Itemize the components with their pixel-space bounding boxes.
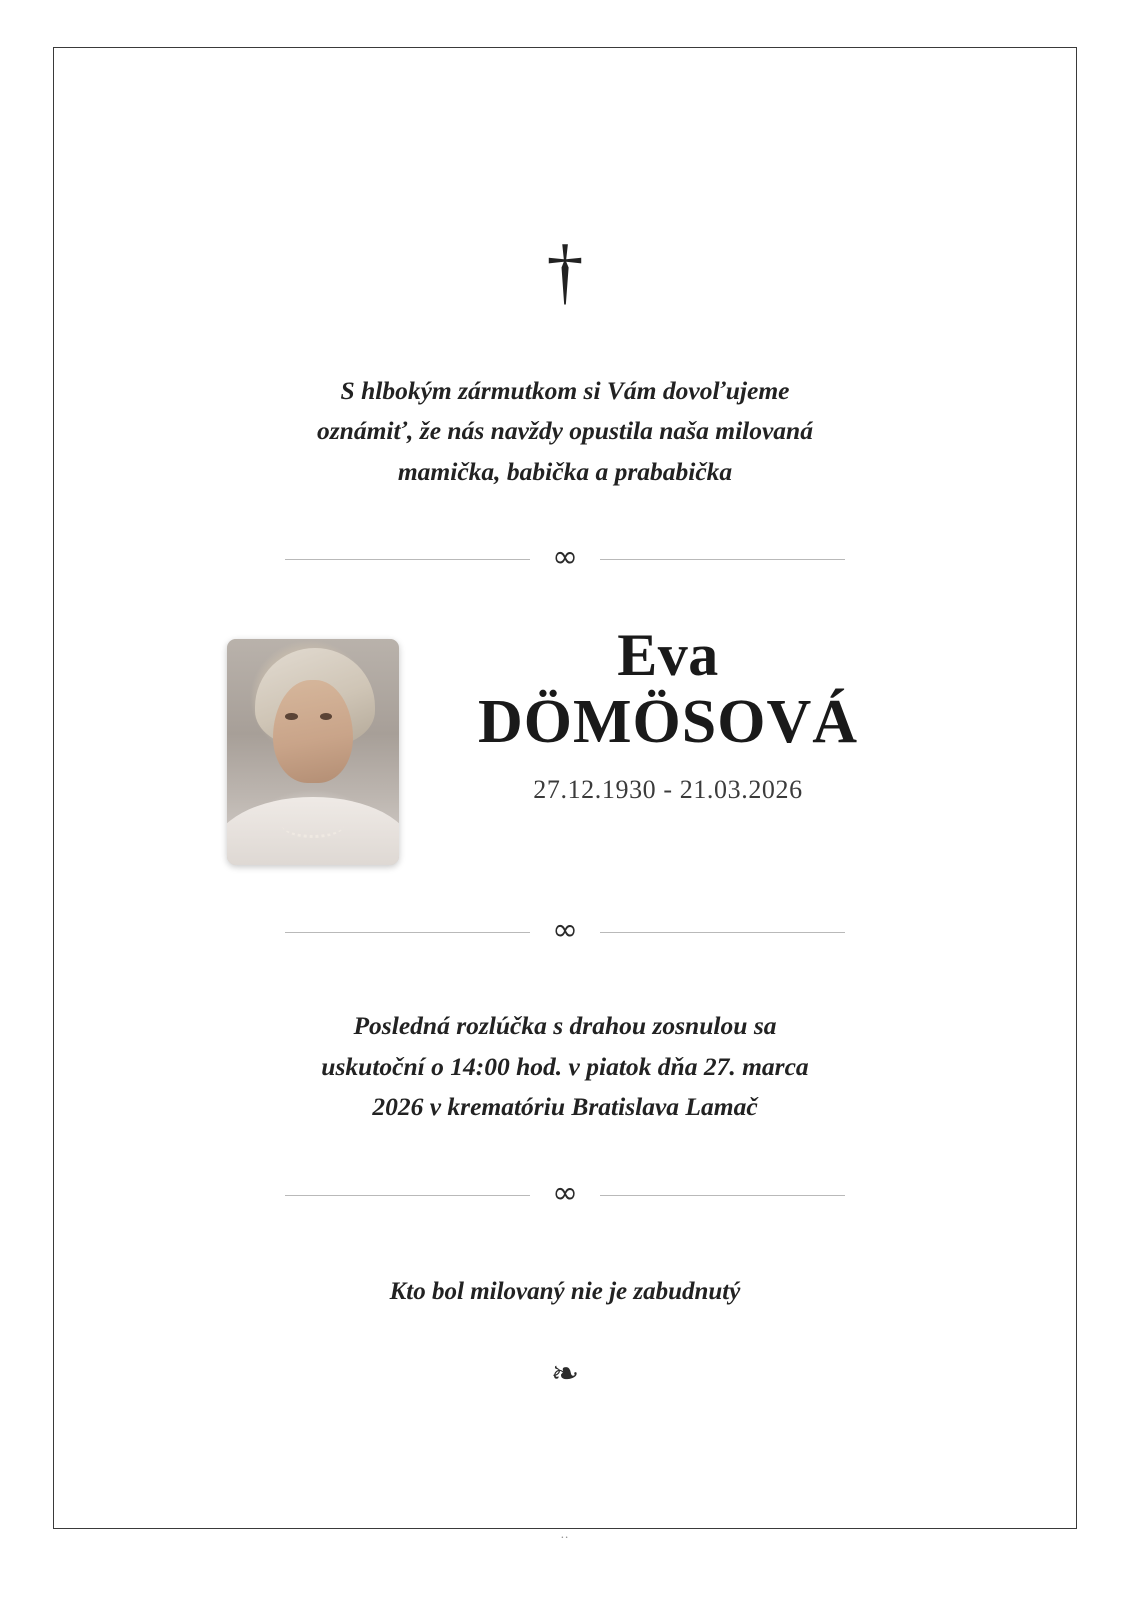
portrait-necklace <box>282 812 344 838</box>
portrait-photo <box>227 639 399 865</box>
ceremony-text <box>255 1006 875 1128</box>
divider-middle <box>285 911 845 948</box>
ceremony-line-1: Posledná rozlúčka s drahou zosnulou sa <box>353 1010 777 1040</box>
divider-rule-left <box>285 932 530 933</box>
divider-top <box>285 538 845 575</box>
infinity-icon: ∞ <box>552 911 578 948</box>
page-footer: .. <box>560 1526 570 1541</box>
ceremony-line-2: uskutoční o 14:00 hod. v piatok dňa 27. marca <box>321 1051 809 1081</box>
name-block <box>433 623 903 805</box>
intro-text <box>255 371 875 492</box>
divider-bottom <box>285 1175 845 1212</box>
person-block <box>53 623 1077 865</box>
intro-line-3: mamička, babička a prababička <box>397 456 733 486</box>
infinity-icon: ∞ <box>552 1175 578 1212</box>
closing-quote: Kto bol milovaný nie je zabudnutý <box>389 1278 741 1306</box>
last-name: DÖMÖSOVÁ <box>478 687 858 756</box>
first-name: Eva <box>617 621 719 688</box>
divider-rule-right <box>600 1195 845 1196</box>
cross-icon: † <box>546 231 584 313</box>
intro-line-1: S hlbokým zármutkom si Vám dovoľujeme <box>340 376 790 405</box>
life-dates: 27.12.1930 - 21.03.2026 <box>533 775 803 805</box>
obituary-content <box>53 47 1077 1529</box>
ceremony-line-3: 2026 v krematóriu Bratislava Lamač <box>372 1092 758 1122</box>
butterfly-icon: ❧ <box>550 1353 580 1394</box>
intro-line-2: oznámiť, že nás navždy opustila naša milovaná <box>316 416 813 446</box>
divider-rule-left <box>285 559 530 560</box>
divider-rule-right <box>600 559 845 560</box>
portrait-eye-left <box>285 713 297 720</box>
portrait-face <box>273 680 352 784</box>
divider-rule-left <box>285 1195 530 1196</box>
infinity-icon: ∞ <box>552 538 578 575</box>
divider-rule-right <box>600 932 845 933</box>
portrait-image <box>227 639 399 865</box>
